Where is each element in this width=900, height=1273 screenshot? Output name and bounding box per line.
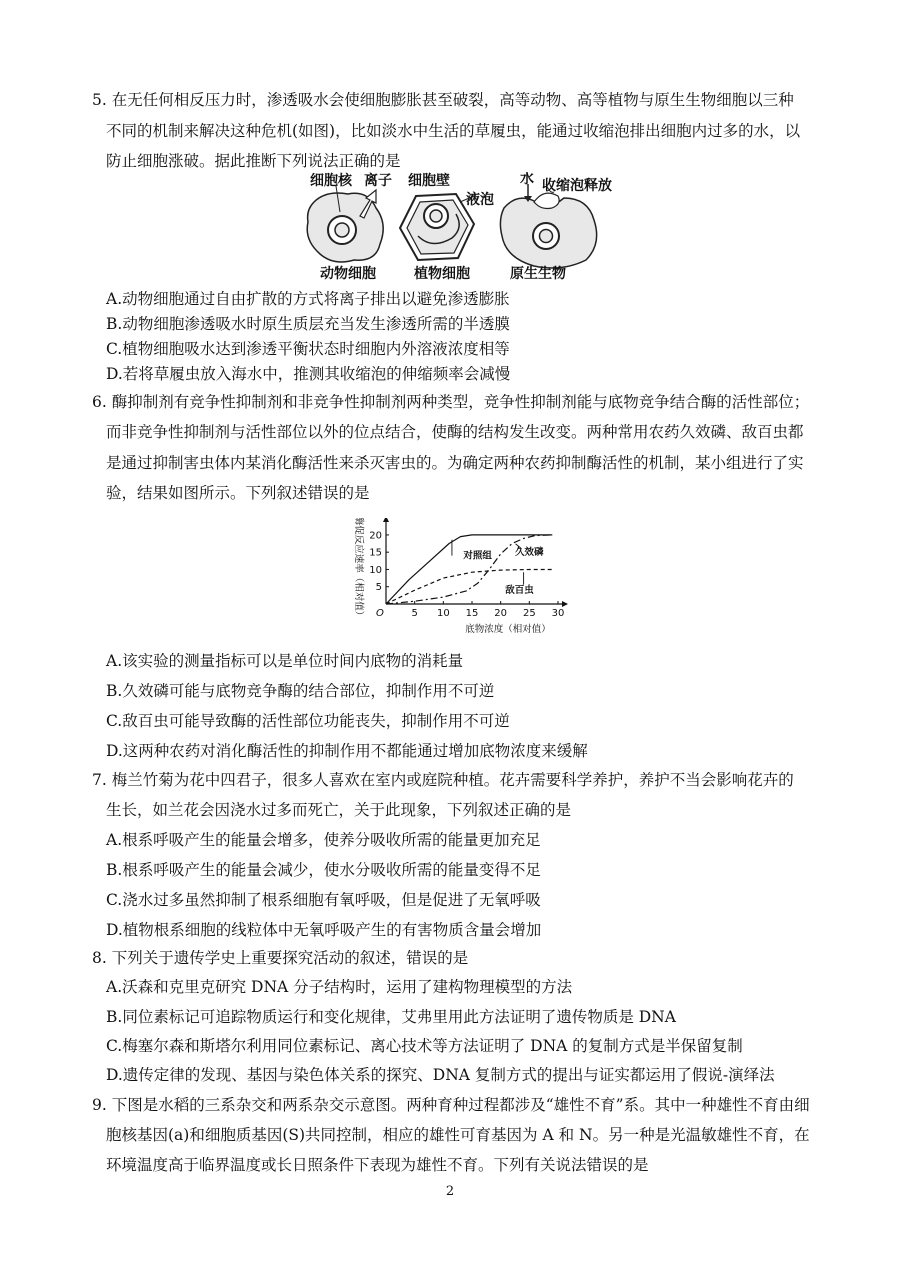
q5-stem-line-1: 5. 在无任何相反压力时，渗透吸水会使细胞膨胀甚至破裂，高等动物、高等植物与原生生物细胞以三种: [92, 91, 794, 109]
q6-stem-line-1: 6. 酶抑制剂有竞争性抑制剂和非竞争性抑制剂两种类型，竞争性抑制剂能与底物竞争结合酶的活性部位；: [92, 393, 810, 411]
q6-option-b: B.久效磷可能与底物竞争酶的结合部位，抑制作用不可逆: [106, 682, 495, 700]
label-nucleus: 细胞核: [310, 173, 352, 189]
series-label-1: 久效磷: [515, 546, 544, 558]
q8-option-c: C.梅塞尔森和斯塔尔利用同位素标记、离心技术等方法证明了 DNA 的复制方式是半保留复制: [106, 1037, 743, 1055]
q8-option-a: A.沃森和克里克研究 DNA 分子结构时，运用了建构物理模型的方法: [106, 978, 573, 996]
x-tick-label: 5: [411, 608, 418, 619]
q9-stem-line-2: 胞核基因(a)和细胞质基因(S)共同控制，相应的雄性可育基因为 A 和 N。另一种是光温敏雄性不育，在: [106, 1126, 810, 1144]
q5-option-d: D.若将草履虫放入海水中，推测其收缩泡的伸缩频率会减慢: [106, 365, 511, 383]
q6-stem-line-4: 验，结果如图所示。下列叙述错误的是: [106, 484, 370, 502]
cell-mechanism-figure: [296, 172, 632, 284]
x-tick-label: 15: [465, 608, 479, 619]
enzyme-rate-chart: [340, 518, 580, 638]
y-tick-label: 5: [375, 582, 382, 594]
q6-option-c: C.敌百虫可能导致酶的活性部位功能丧失，抑制作用不可逆: [106, 712, 510, 730]
q6-stem-line-3: 是通过抑制害虫体内某消化酶活性来杀灭害虫的。为确定两种农药抑制酶活性的机制，某小组进行了实: [106, 454, 804, 472]
q8-option-d: D.遗传定律的发现、基因与染色体关系的探究、DNA 复制方式的提出与证实都运用了假说-演绎法: [106, 1066, 775, 1084]
caption-animal-cell: 动物细胞: [320, 266, 376, 282]
q9-stem-line-1: 9. 下图是水稻的三系杂交和两系杂交示意图。两种育种过程都涉及“雄性不育”系。其中一种雄性不育由细: [92, 1096, 810, 1114]
caption-plant-cell: 植物细胞: [414, 266, 470, 282]
y-axis-arrow: [383, 518, 389, 522]
page-number: 2: [445, 1184, 455, 1199]
y-axis-title: 酶促反应速率（相对值）: [353, 518, 364, 621]
q6-option-a: A.该实验的测量指标可以是单位时间内底物的消耗量: [106, 652, 464, 670]
contractile-vacuole: [534, 193, 559, 208]
q8-option-b: B.同位素标记可追踪物质运行和变化规律，艾弗里用此方法证明了遗传物质是 DNA: [106, 1008, 676, 1026]
q8-stem-line-1: 8. 下列关于遗传学史上重要探究活动的叙述，错误的是: [92, 949, 469, 967]
q5-option-a: A.动物细胞通过自由扩散的方式将离子排出以避免渗透膨胀: [106, 290, 510, 308]
series-label-0: 对照组: [463, 550, 492, 562]
x-axis-arrow: [562, 601, 568, 607]
q7-stem-line-2: 生长，如兰花会因浇水过多而死亡，关于此现象，下列叙述正确的是: [106, 801, 572, 819]
x-tick-label: 25: [522, 608, 536, 619]
q5-stem-line-2: 不同的机制来解决这种危机(如图)，比如淡水中生活的草履虫，能通过收缩泡排出细胞内过多的水，以: [106, 122, 801, 140]
q7-stem-line-1: 7. 梅兰竹菊为花中四君子，很多人喜欢在室内或庭院种植。花卉需要科学养护，养护不当会影响花卉的: [92, 771, 794, 789]
q5-stem-line-3: 防止细胞涨破。据此推断下列说法正确的是: [106, 152, 401, 170]
q5-option-b: B.动物细胞渗透吸水时原生质层充当发生渗透所需的半透膜: [106, 315, 510, 333]
x-tick-label: 30: [551, 608, 565, 619]
caption-protist: 原生生物: [510, 266, 566, 282]
y-tick-label: 20: [369, 530, 382, 542]
y-tick-label: 10: [369, 564, 382, 576]
x-axis-title: 底物浓度（相对值）: [465, 624, 551, 635]
label-ion: 离子: [364, 173, 392, 189]
label-water: 水: [520, 172, 534, 187]
x-tick-label: 20: [494, 608, 508, 619]
q7-option-c: C.浇水过多虽然抑制了根系细胞有氧呼吸，但是促进了无氧呼吸: [106, 891, 541, 909]
label-cell-wall: 细胞壁: [408, 173, 450, 189]
q7-option-b: B.根系呼吸产生的能量会减少，使水分吸收所需的能量变得不足: [106, 861, 541, 879]
series-label-2: 敌百虫: [505, 584, 534, 596]
label-contractile-release: 收缩泡释放: [542, 178, 612, 194]
q5-option-c: C.植物细胞吸水达到渗透平衡状态时细胞内外溶液浓度相等: [106, 340, 510, 358]
label-vacuole: 液泡: [466, 192, 494, 208]
q6-stem-line-2: 而非竞争性抑制剂与活性部位以外的位点结合，使酶的结构发生改变。两种常用农药久效磷、敌百虫都: [106, 423, 804, 441]
q7-option-a: A.根系呼吸产生的能量会增多，使养分吸收所需的能量更加充足: [106, 831, 541, 849]
x-tick-label: 10: [436, 608, 450, 619]
q6-option-d: D.这两种农药对消化酶活性的抑制作用不都能通过增加底物浓度来缓解: [106, 742, 588, 760]
q9-stem-line-3: 环境温度高于临界温度或长日照条件下表现为雄性不育。下列有关说法错误的是: [106, 1156, 649, 1174]
q7-option-d: D.植物根系细胞的线粒体中无氧呼吸产生的有害物质含量会增加: [106, 921, 542, 939]
y-tick-label: 15: [369, 547, 382, 559]
origin-label: O: [376, 608, 384, 619]
